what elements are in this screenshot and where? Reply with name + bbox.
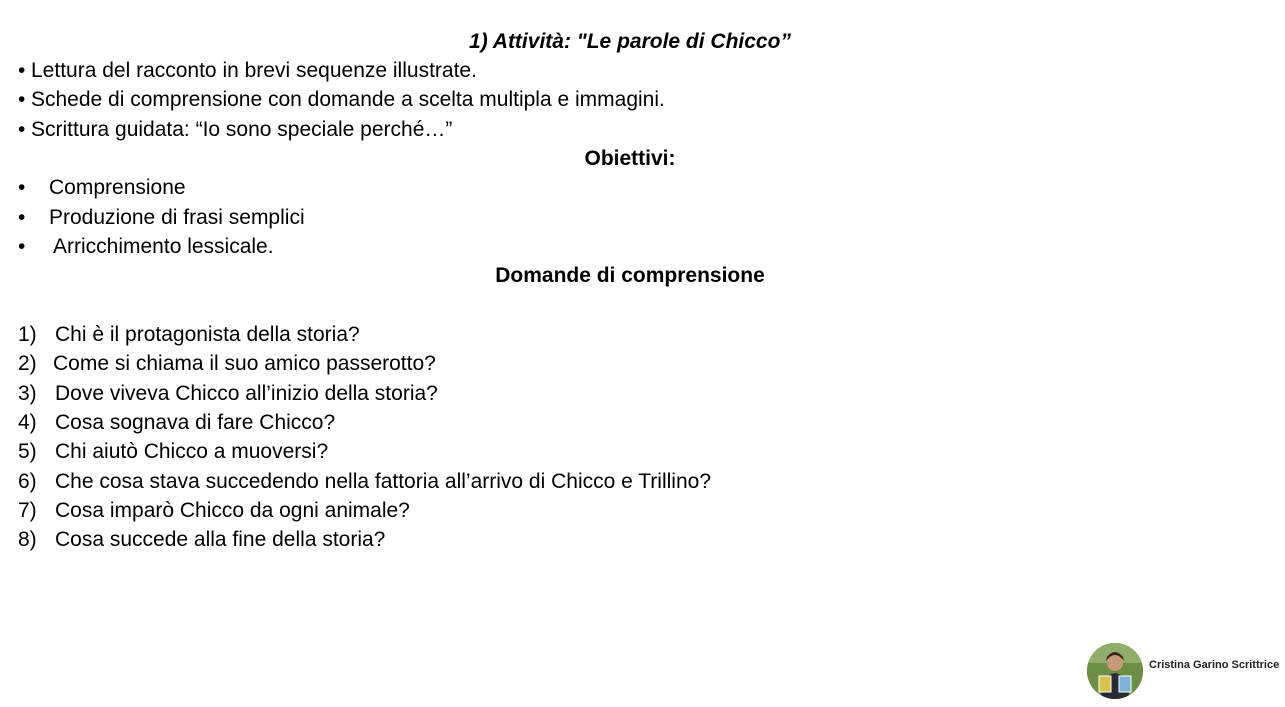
question-text: Come si chiama il suo amico passerotto? — [53, 352, 436, 375]
objective-text: Produzione di frasi semplici — [49, 206, 305, 229]
question-text: Che cosa stava succedendo nella fattoria all’arrivo di Chicco e Trillino? — [55, 470, 712, 493]
questions-heading: Domande di comprensione — [495, 264, 765, 287]
question-number: 7) — [18, 499, 37, 522]
question-text: Cosa sognava di fare Chicco? — [55, 411, 336, 434]
activity-bullet-text: Lettura del racconto in brevi sequenze illustrate. — [31, 59, 477, 82]
bullet-icon: • — [18, 206, 26, 229]
question-text: Cosa imparò Chicco da ogni animale? — [55, 499, 410, 522]
activity-title: 1) Attività: "Le parole di Chicco” — [469, 30, 791, 53]
objective-text: Arricchimento lessicale. — [53, 235, 274, 258]
bullet-icon: • — [18, 59, 26, 82]
author-badge — [1082, 640, 1282, 704]
author-avatar — [1087, 643, 1143, 699]
question-number: 4) — [18, 411, 37, 434]
objectives-heading: Obiettivi: — [584, 147, 676, 170]
question-text: Cosa succede alla fine della storia? — [55, 528, 386, 551]
author-name: Cristina Garino Scrittrice — [1149, 659, 1280, 671]
author-photo-icon — [1087, 643, 1143, 699]
question-number: 8) — [18, 528, 37, 551]
bullet-icon: • — [18, 88, 26, 111]
question-text: Chi aiutò Chicco a muoversi? — [55, 440, 329, 463]
question-number: 2) — [18, 352, 37, 375]
activity-bullet-text: Schede di comprensione con domande a scelta multipla e immagini. — [31, 88, 665, 111]
objective-text: Comprensione — [49, 176, 186, 199]
question-text: Chi è il protagonista della storia? — [55, 323, 360, 346]
question-number: 1) — [18, 323, 37, 346]
question-text: Dove viveva Chicco all’inizio della storia? — [55, 382, 438, 405]
question-number: 3) — [18, 382, 37, 405]
bullet-icon: • — [18, 235, 26, 258]
question-number: 5) — [18, 440, 37, 463]
bullet-icon: • — [18, 176, 26, 199]
question-number: 6) — [18, 470, 37, 493]
bullet-icon: • — [18, 118, 26, 141]
activity-bullet-text: Scrittura guidata: “Io sono speciale perché…” — [31, 118, 453, 141]
